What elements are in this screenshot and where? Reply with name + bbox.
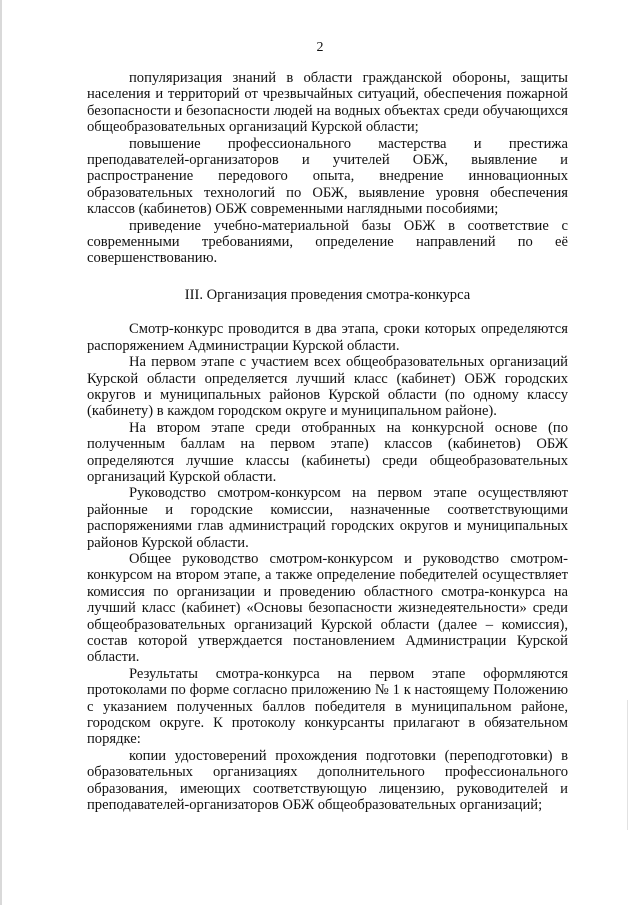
margin-mark: [627, 700, 636, 830]
paragraph: Общее руководство смотром-конкурсом и руководство смотром-конкурсом на втором этапе, а также определение победителей осуществляет комиссия по организации и проведению областного смотра-конкурса на лучший класс (кабинет) «Основы безопасности жизнедеятельности» среди общеобразовательных организаций Курской области (далее – комиссия), состав которой утверждается постановлением Администрации Курской области.: [87, 550, 568, 666]
paragraph: копии удостоверений прохождения подготовки (переподготовки) в образовательных организациях дополнительного профессионального образования, имеющих соответствующую лицензию, руководителей и преподавателей-организаторов ОБЖ общеобразовательных организаций;: [87, 747, 568, 814]
paragraph: На втором этапе среди отобранных на конкурсной основе (по полученным баллам на первом этапе) классов (кабинетов) ОБЖ определяются лучшие классы (кабинеты) среди общеобразовательных организаций Курской области.: [87, 419, 568, 485]
page-edge: [0, 0, 2, 905]
paragraph: Руководство смотром-конкурсом на первом этапе осуществляют районные и городские комиссии, назначенные соответствующими распоряжениями глав администраций городских округов и муниципальных районов Курской области.: [87, 485, 568, 551]
paragraph: популяризация знаний в области гражданской обороны, защиты населения и территорий от чрезвычайных ситуаций, обеспечения пожарной безопасности и безопасности людей на водных объектах среди обучающихся общеобразовательных организаций Курской области;: [87, 70, 568, 136]
paragraph: приведение учебно-материальной базы ОБЖ в соответствие с современными требованиями, определение направлений по её совершенствованию.: [87, 217, 568, 267]
document-body: [87, 70, 568, 813]
page-number: 2: [316, 40, 324, 55]
paragraph: Результаты смотра-конкурса на первом этапе оформляются протоколами по форме согласно приложению № 1 к настоящему Положению с указанием полученных баллов победителя в муниципальном районе, городском округе. К протоколу конкурсанты прилагают в обязательном порядке:: [87, 665, 568, 748]
paragraph: повышение профессионального мастерства и престижа преподавателей-организаторов и учителей ОБЖ, выявление и распространение передового опыта, внедрение инновационных образовательных технологий по ОБЖ, выявление уровня обеспечения классов (кабинетов) ОБЖ современными наглядными пособиями;: [87, 135, 568, 218]
paragraph: Смотр-конкурс проводится в два этапа, сроки которых определяются распоряжением Администрации Курской области.: [87, 321, 568, 354]
paragraph: На первом этапе с участием всех общеобразовательных организаций Курской области определяется лучший класс (кабинет) ОБЖ городских округов и муниципальных районов Курской области (по одному классу (кабинету) в каждом городском округе и муниципальном районе).: [87, 354, 568, 420]
section-heading: III. Организация проведения смотра-конкурса: [184, 286, 471, 303]
